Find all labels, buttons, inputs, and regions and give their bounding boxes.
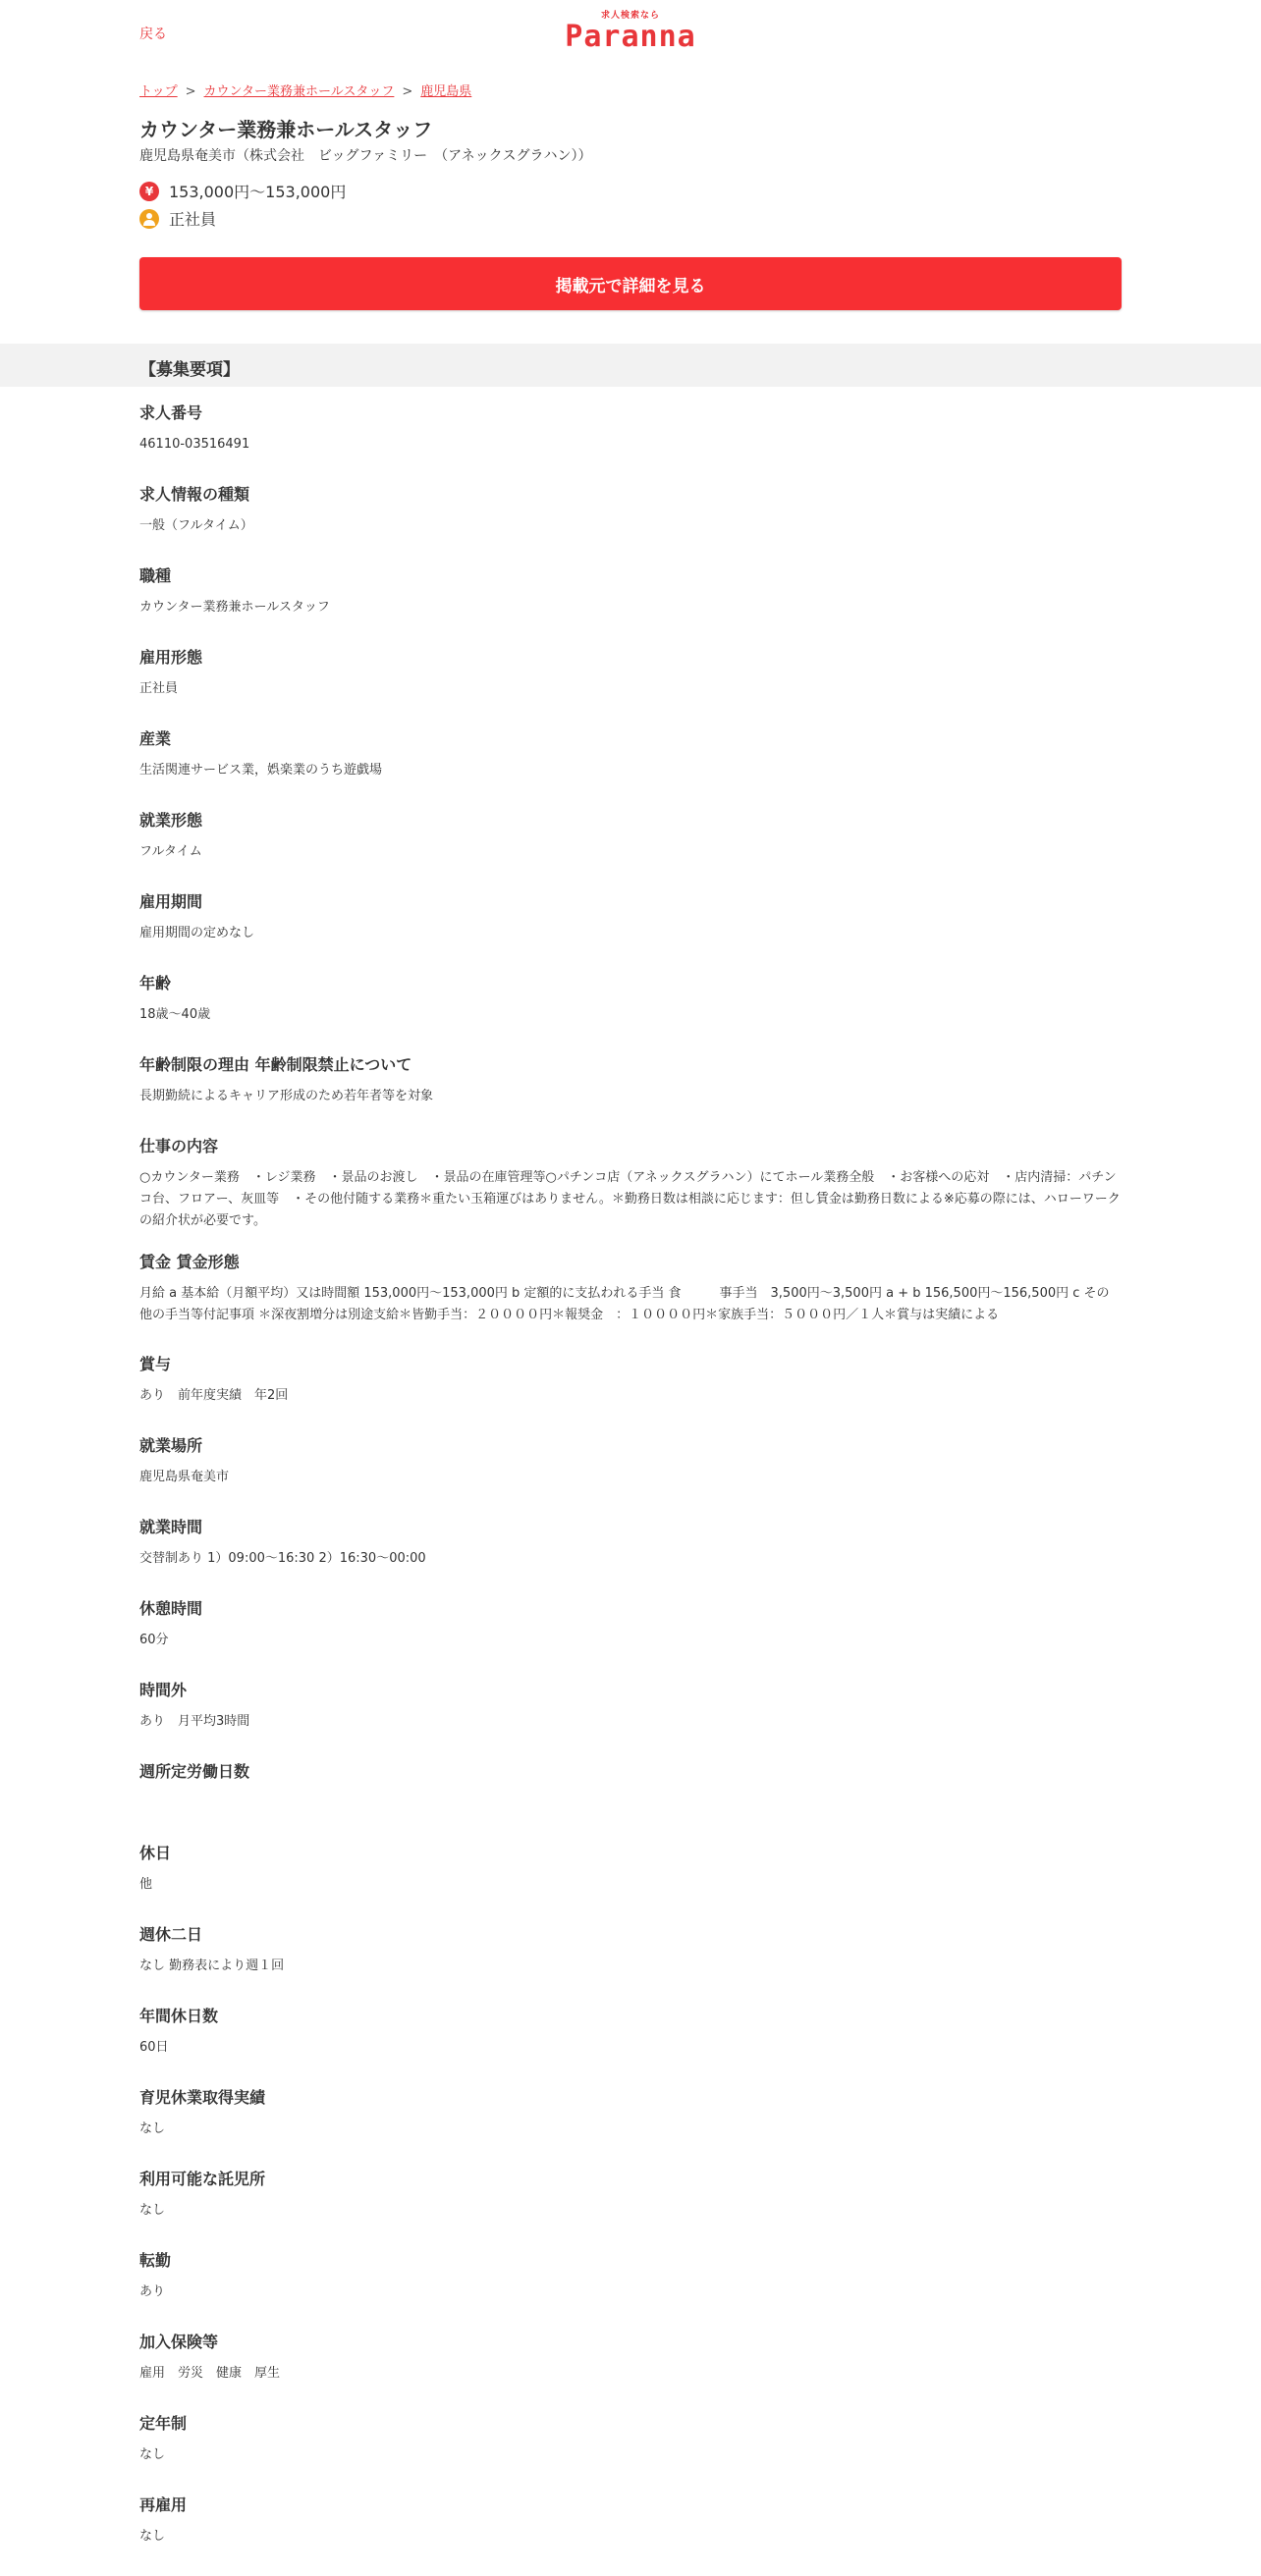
field-item [139, 1252, 1122, 1354]
company-name: 鹿児島県奄美市（株式会社 ビッグファミリー （アネックスグラハン）） [139, 148, 592, 164]
requirements-list [139, 402, 1122, 2576]
field-item [139, 2250, 1122, 2332]
field-label: 仕事の内容 [139, 1137, 219, 1155]
field-value: カウンター業務兼ホールスタッフ [139, 600, 330, 615]
employment-text: 正社員 [169, 210, 217, 229]
employment-row [139, 207, 216, 230]
back-link[interactable]: 戻る [139, 27, 167, 42]
field-label: 加入保険等 [139, 2333, 219, 2351]
field-value: なし [139, 2529, 166, 2544]
field-item [139, 1680, 1122, 1761]
breadcrumb-separator: > [185, 84, 196, 99]
field-value: なし [139, 2121, 166, 2136]
field-value: あり [139, 2284, 166, 2299]
section-header [0, 344, 1261, 387]
salary-text: 153,000円～153,000円 [169, 183, 347, 201]
view-details-button[interactable]: 掲載元で詳細を見る [139, 257, 1122, 310]
field-label: 求人情報の種類 [139, 485, 250, 504]
job-title: カウンター業務兼ホールスタッフ [139, 118, 433, 141]
field-item [139, 647, 1122, 728]
field-item [139, 1354, 1122, 1435]
field-item [139, 2495, 1122, 2576]
field-label: 雇用期間 [139, 892, 203, 911]
breadcrumb-item-job[interactable]: カウンター業務兼ホールスタッフ [203, 84, 395, 99]
field-value: 60日 [139, 2040, 169, 2055]
field-value: 46110-03516491 [139, 437, 250, 452]
breadcrumb [139, 80, 471, 99]
field-label: 雇用形態 [139, 648, 203, 667]
field-item [139, 728, 1122, 810]
field-label: 時間外 [139, 1681, 188, 1699]
salary-row [139, 180, 346, 202]
field-label: 賞与 [139, 1355, 172, 1373]
field-value: 60分 [139, 1633, 169, 1647]
field-item [139, 1924, 1122, 2006]
field-label: 就業場所 [139, 1436, 203, 1455]
field-item [139, 2169, 1122, 2250]
field-item [139, 2332, 1122, 2413]
field-value: ○カウンター業務 ・レジ業務 ・景品のお渡し ・景品の在庫管理等○パチンコ店（アネックスグラハン）にてホール業務全般 ・お客様への応対 ・店内清掃：パチンコ台、フロアー、灰皿等 ・その他付随する業務＊重たい玉箱運びはありません。＊勤務日数は相談に応じます：但し賃金は勤務日数による※応募の際には、ハローワークの紹介状が必要です。 [139, 1170, 1121, 1228]
field-item [139, 1054, 1122, 1136]
field-value: 雇用 労災 健康 厚生 [139, 2366, 281, 2381]
field-value: 生活関連サービス業，娯楽業のうち遊戯場 [139, 763, 383, 778]
person-icon [139, 209, 159, 229]
field-label: 休憩時間 [139, 1599, 203, 1618]
field-value: なし [139, 2203, 166, 2218]
field-value: 一般（フルタイム） [139, 518, 253, 533]
field-label: 育児休業取得実績 [139, 2088, 266, 2107]
field-value: なし 勤務表により週１回 [139, 1959, 285, 1973]
field-value: 月給 a 基本給（月額平均）又は時間額 153,000円～153,000円 b 定額的に支払われる手当 食 事手当 3,500円～3,500円 a + b 156,500円～156,500円 c その他の手当等付記事項 ＊深夜割増分は別途支給＊皆勤手当：２００００円＊報奨金 ：１００００円＊家族手当：５０００円／１人＊賞与は実績による [139, 1286, 1110, 1322]
field-item [139, 810, 1122, 891]
field-label: 転勤 [139, 2251, 172, 2270]
field-value: あり 前年度実績 年2回 [139, 1388, 289, 1403]
field-item [139, 973, 1122, 1054]
field-label: 就業形態 [139, 811, 203, 830]
section-title: 【募集要項】 [139, 360, 240, 380]
field-item [139, 2006, 1122, 2087]
breadcrumb-item-top[interactable]: トップ [139, 84, 178, 99]
field-label: 年齢制限の理由 年齢制限禁止について [139, 1055, 412, 1074]
header [0, 0, 1261, 69]
field-item [139, 1761, 1122, 1843]
field-label: 求人番号 [139, 403, 203, 422]
field-label: 年間休日数 [139, 2007, 219, 2025]
field-item [139, 1843, 1122, 1924]
field-value: 正社員 [139, 681, 179, 696]
field-item [139, 2087, 1122, 2169]
field-value: 鹿児島県奄美市 [139, 1470, 230, 1484]
field-value: フルタイム [139, 844, 202, 859]
field-value: なし [139, 2447, 166, 2462]
field-item [139, 1517, 1122, 1598]
field-item [139, 891, 1122, 973]
breadcrumb-item-prefecture[interactable]: 鹿児島県 [420, 84, 472, 99]
field-label: 週休二日 [139, 1925, 203, 1944]
logo-name: Paranna [565, 20, 696, 54]
field-item [139, 484, 1122, 565]
field-label: 産業 [139, 729, 172, 748]
field-label: 賃金 賃金形態 [139, 1253, 240, 1271]
field-label: 休日 [139, 1844, 172, 1862]
yen-icon: ¥ [139, 182, 159, 201]
field-label: 再雇用 [139, 2496, 188, 2514]
field-label: 年齢 [139, 974, 172, 993]
site-logo[interactable] [562, 10, 699, 57]
field-value: あり 月平均3時間 [139, 1714, 250, 1729]
field-value: 18歳～40歳 [139, 1007, 211, 1022]
logo-tagline: 求人検索なら [600, 11, 660, 21]
field-item [139, 2413, 1122, 2495]
field-item [139, 1136, 1122, 1252]
field-label: 定年制 [139, 2414, 188, 2433]
field-item [139, 402, 1122, 484]
field-label: 週所定労働日数 [139, 1762, 250, 1781]
field-value: 雇用期間の定めなし [139, 926, 255, 940]
field-value: 他 [139, 1877, 153, 1892]
field-item [139, 1435, 1122, 1517]
field-item [139, 565, 1122, 647]
field-value: 長期勤続によるキャリア形成のため若年者等を対象 [139, 1089, 434, 1103]
field-item [139, 1598, 1122, 1680]
field-value: 交替制あり 1）09:00～16:30 2）16:30～00:00 [139, 1551, 426, 1566]
field-label: 職種 [139, 566, 172, 585]
breadcrumb-separator: > [402, 84, 413, 99]
field-label: 利用可能な託児所 [139, 2170, 266, 2188]
field-label: 就業時間 [139, 1518, 203, 1536]
